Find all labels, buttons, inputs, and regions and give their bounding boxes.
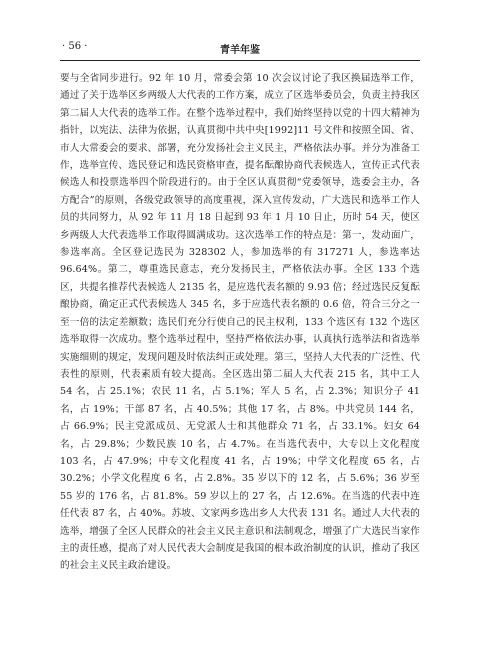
page-header [60, 40, 420, 61]
body-paragraph: 要与全省同步进行。92 年 10 月，常委会第 10 次会议讨论了我区换届选举工作，通过了关于选举区乡两级人大代表的工作方案，成立了区选举委员会，负责主持我区第二届人大代表的选举工作。在整个选举过程中，我们始终坚持以党的十四大精神为指针，以宪法、法律为依据，认真贯彻中共中央[1992]11 号文件和按照全国、省、市人大常委会的要求、部署，充分发扬社会主义民主，严格依法办事。并分为准备工作，选举宣传、选民登记和选民资格审查，提名酝酿协商代表候选人，宣传正式代表候选人和投票选举四个阶段进行的。由于全区认真贯彻“党委领导，选委会主办，各方配合”的原则，各级党政领导的高度重视，深入宣传发动，广大选民和选举工作人员的共同努力，从 92 年 11 月 18 日起到 93 年 1 月 10 日止，历时 54 天，使区乡两级人大代表选举工作取得圆满成功。这次选举工作的特点是：第一，发动面广，参选率高。全区登记选民为 328302 人，参加选举的有 317271 人，参选率达 96.64%。第二，尊重选民意志，充分发扬民主，严格依法办事。全区 133 个选区，共提名推荐代表候选人 2135 名，是应选代表名额的 9.93 倍；经过选民反复酝酿协商，确定正式代表候选人 345 名，多于应选代表名额的 0.6 倍，符合三分之一至一倍的法定差额数；选民们充分行使自己的民主权利，133 个选区有 132 个选区选举取得一次成功。整个选举过程中，坚持严格依法办事，认真执行选举法和省选举实施细则的规定，发现问题及时依法纠正或处理。第三，坚持人大代表的广泛性、代表性的原则，代表素质有较大提高。全区选出第二届人大代表 215 名，其中工人 54 名，占 25.1%；农民 11 名，占 5.1%；军人 5 名，占 2.3%；知识分子 41 名，占 19%；干部 87 名，占 40.5%；其他 17 名，占 8%。中共党员 144 名，占 66.9%；民主党派成员、无党派人士和其他群众 71 名，占 33.1%。妇女 64 名，占 29.8%；少数民族 10 名，占 4.7%。在当选代表中，大专以上文化程度 103 名，占 47.9%；中专文化程度 41 名，占 19%；中学文化程度 65 名，占 30.2%；小学文化程度 6 名，占 2.8%。35 岁以下的 12 名，占 5.6%；36 岁至 55 岁的 176 名，占 81.8%。59 岁以上的 27 名，占 12.6%。在当选的代表中连任代表 87 名，占 40%。苏坡、文家两乡选出乡人大代表 131 名。通过人大代表的选举，增强了全区人民群众的社会主义民主意识和法制观念，增强了广大选民当家作主的责任感，提高了对人民代表大会制度是我国的根本政治制度的认识，推动了我区的社会主义民主政治建设。 [60, 73, 420, 572]
running-title: 青羊年鉴 [220, 45, 260, 56]
page-number: · 56 · [62, 41, 88, 52]
body-text [60, 70, 420, 575]
